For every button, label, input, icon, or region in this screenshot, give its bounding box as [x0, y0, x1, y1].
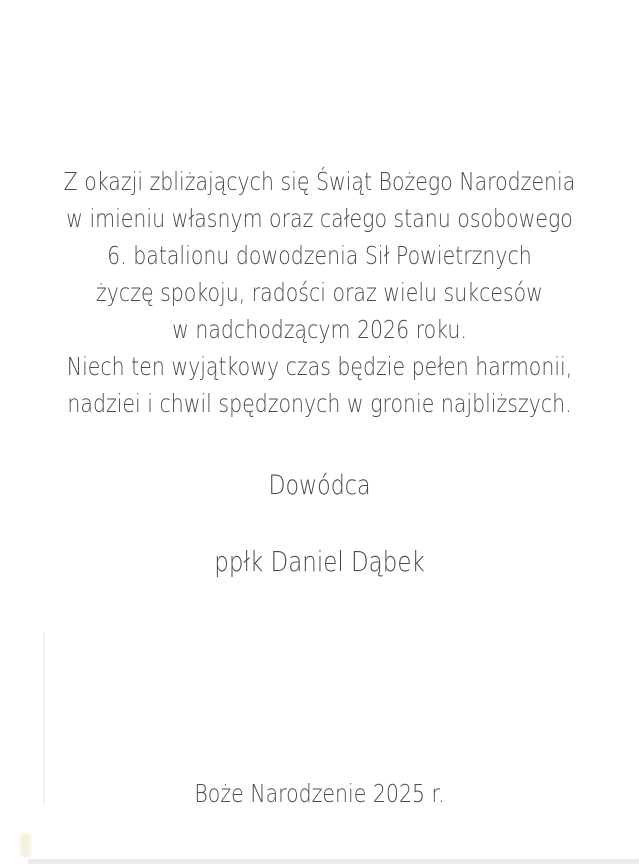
date-line: Boże Narodzenie 2025 r. [194, 779, 445, 808]
signature-title: Dowódca [268, 470, 371, 501]
greeting-line-6: Niech ten wyjątkowy czas będzie pełen harmonii, [66, 352, 573, 381]
greeting-line-1: Z okazji zbliżających się Świąt Bożego Narodzenia [63, 167, 576, 196]
greeting-line-2: w imieniu własnym oraz całego stanu osobowego [66, 204, 573, 233]
scan-smudge-artifact [20, 833, 31, 857]
greeting-line-4: życzę spokoju, radości oraz wielu sukcesów [96, 278, 543, 307]
greeting-message [0, 163, 639, 422]
greeting-line-7: nadziei i chwil spędzonych w gronie najbliższych. [67, 389, 572, 418]
signature-name: ppłk Daniel Dąbek [214, 545, 425, 578]
scan-fold-line-artifact [43, 632, 45, 804]
greeting-line-3: 6. batalionu dowodzenia Sił Powietrznych [107, 241, 532, 270]
scan-bottom-edge-artifact [28, 859, 639, 864]
greeting-line-5: w nadchodzącym 2026 roku. [172, 315, 467, 344]
